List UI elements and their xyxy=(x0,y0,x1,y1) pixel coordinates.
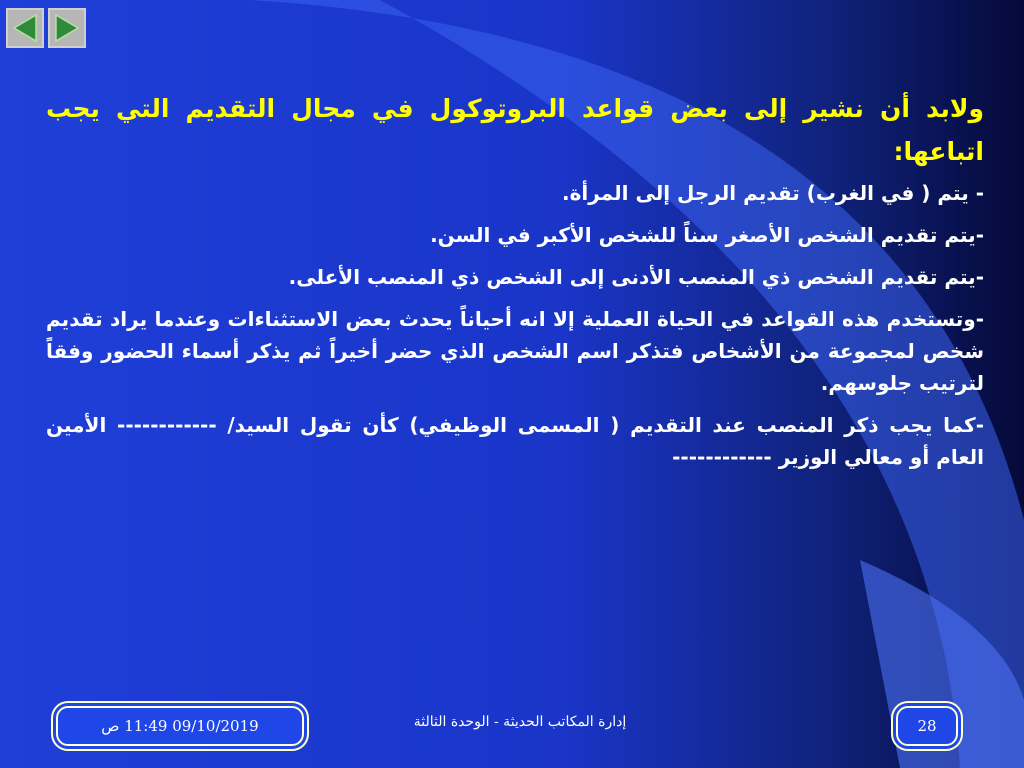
bullet-point: -يتم تقديم الشخص ذي المنصب الأدنى إلى الشخص ذي المنصب الأعلى. xyxy=(288,265,984,289)
next-slide-button[interactable] xyxy=(48,8,86,48)
bullet-point: -كما يجب ذكر المنصب عند التقديم ( المسمى الوظيفي) كأن تقول السيد/ ------------ الأمين العام أو معالي الوزير ------------ xyxy=(46,413,984,469)
footer-datetime-text: 09/10/2019 11:49 ص xyxy=(101,717,259,735)
footer-page-number xyxy=(896,706,958,746)
previous-slide-button[interactable] xyxy=(6,8,44,48)
slide-navigation xyxy=(6,8,86,48)
bullet-point: -وتستخدم هذه القواعد في الحياة العملية إلا انه أحياناً يحدث بعض الاستثناءات وعندما يراد تقديم شخص لمجموعة من الأشخاص فتذكر اسم الشخص الذي حضر أخيراً ثم يذكر أسماء الحضور وفقاً لترتيب جلوسهم. xyxy=(46,307,984,395)
triangle-left-icon xyxy=(10,12,40,44)
bullet-point: - يتم ( في الغرب) تقديم الرجل إلى المرأة. xyxy=(562,181,984,205)
bullet-point: -يتم تقديم الشخص الأصغر سناً للشخص الأكبر في السن. xyxy=(430,223,984,247)
slide-body xyxy=(46,88,984,483)
triangle-right-icon xyxy=(52,12,82,44)
footer-datetime xyxy=(56,706,304,746)
footer-title: إدارة المكاتب الحديثة - الوحدة الثالثة xyxy=(413,714,627,730)
slide-heading: ولابد أن نشير إلى بعض قواعد البروتوكول في مجال التقديم التي يجب اتباعها: xyxy=(46,94,984,166)
page-number-text: 28 xyxy=(917,717,937,735)
